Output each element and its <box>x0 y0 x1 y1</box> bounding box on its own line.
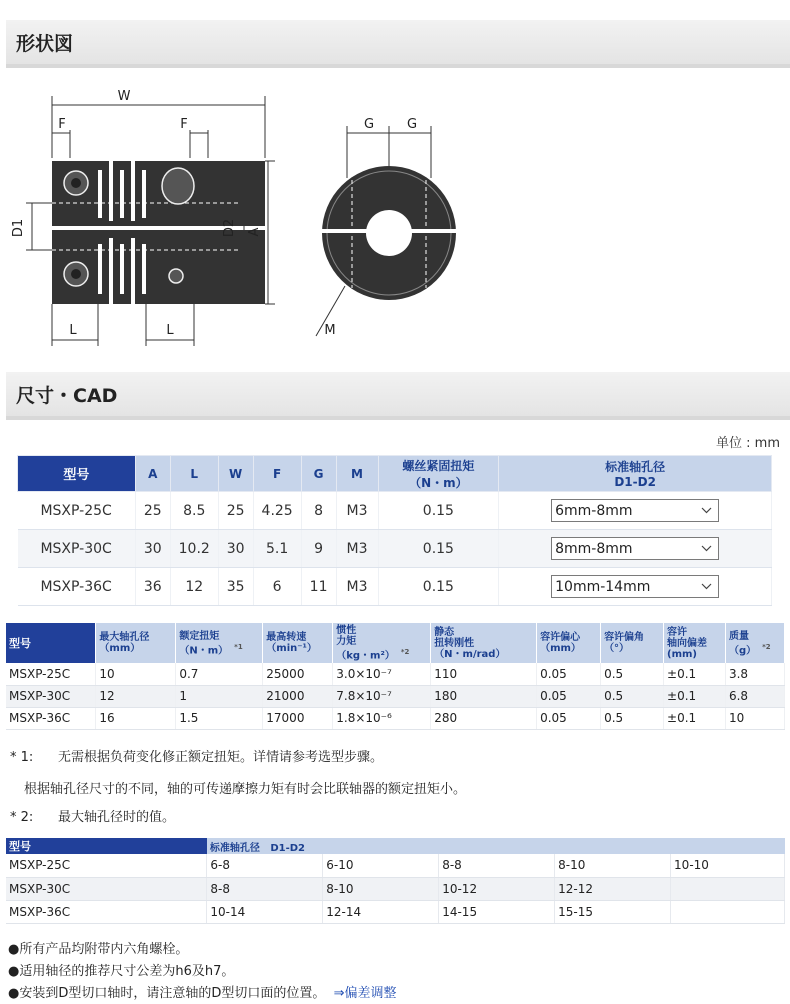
table-row: MSXP-25C 10 0.7 25000 3.0×10⁻⁷ 110 0.05 0.5 ±0.1 3.8 <box>6 663 785 685</box>
col-max-bore: 最大轴孔径 （mm） <box>96 623 176 663</box>
table-row: MSXP-30C 8-8 8-10 10-12 12-12 <box>6 877 785 900</box>
table-row: MSXP-36C 36 12 35 6 11 M3 0.15 10mm-14mm <box>18 568 772 606</box>
shape-section-title: 形状図 <box>6 20 790 64</box>
unit-label: 单位 : mm <box>716 436 780 451</box>
standard-bore-table <box>6 838 785 924</box>
col-W: W <box>218 456 253 492</box>
note-1-continued: 根据轴孔径尺寸的不同，轴的可传递摩擦力矩有时会比联轴器的额定扭矩小。 <box>24 782 467 797</box>
col-stiffness: 静态 扭转刚性 （N・m/rad） <box>431 623 537 663</box>
bullet-tolerance: ●适用轴径的推荐尺寸公差为h6及h7。 <box>8 964 235 979</box>
col-max-speed: 最高转速 （min⁻¹） <box>263 623 333 663</box>
table-row: MSXP-25C 25 8.5 25 4.25 8 M3 0.15 6mm-8mm <box>18 492 772 530</box>
dim-D1: D1 <box>11 218 26 238</box>
table-row: MSXP-30C 30 10.2 30 5.1 9 M3 0.15 8mm-8mm <box>18 530 772 568</box>
misalignment-link[interactable]: ⇒偏差调整 <box>333 986 397 1001</box>
table-row: MSXP-25C 6-8 6-10 8-8 8-10 10-10 <box>6 854 785 877</box>
bore-select[interactable]: 6mm-8mm <box>551 499 719 522</box>
spec-table <box>6 623 785 730</box>
note-1: * 1: 无需根据负荷变化修正额定扭矩。详情请参考选型步骤。 <box>10 750 384 765</box>
dim-L-left: L <box>69 323 77 338</box>
col-F: F <box>253 456 301 492</box>
col-inertia: 惯性 力矩 （kg・m²） $^{*2}$ <box>333 623 431 663</box>
col-mass: 质量 （g） $^{*2}$ <box>725 623 784 663</box>
col-G: G <box>301 456 336 492</box>
size-cad-section-title: 尺寸・CAD <box>6 372 790 416</box>
bullet-hex-bolt: ●所有产品均附带内六角螺栓。 <box>8 942 189 957</box>
col-A: A <box>135 456 170 492</box>
dim-M: M <box>324 323 336 338</box>
dim-D2: D2 <box>222 218 237 238</box>
dim-F-left: F <box>58 117 66 132</box>
col-model: 型号 <box>6 838 207 854</box>
col-bore: 标准轴孔径 D1-D2 <box>499 456 772 492</box>
coupling-drawing <box>0 78 790 368</box>
bullet-d-cut: ●安装到D型切口轴时，请注意轴的D型切口面的位置。 ⇒偏差调整 <box>8 986 397 1001</box>
col-torque: 螺丝紧固扭矩 （N・m） <box>378 456 499 492</box>
chevron-down-icon <box>701 583 712 590</box>
col-M: M <box>336 456 378 492</box>
dim-G-left: G <box>363 117 375 132</box>
table-row: MSXP-30C 12 1 21000 7.8×10⁻⁷ 180 0.05 0.5 ±0.1 6.8 <box>6 685 785 707</box>
col-L: L <box>170 456 218 492</box>
dim-G-right: G <box>406 117 418 132</box>
bore-select[interactable]: 10mm-14mm <box>551 575 719 598</box>
note-2: * 2: 最大轴孔径时的值。 <box>10 810 176 825</box>
chevron-down-icon <box>701 545 712 552</box>
dimension-table <box>17 455 772 606</box>
table-row: MSXP-36C 16 1.5 17000 1.8×10⁻⁶ 280 0.05 0.5 ±0.1 10 <box>6 707 785 729</box>
bore-select[interactable]: 8mm-8mm <box>551 537 719 560</box>
dim-F-right: F <box>180 117 188 132</box>
col-eccentricity: 容许偏心 （mm） <box>537 623 601 663</box>
chevron-down-icon <box>701 507 712 514</box>
col-bore: 标准轴孔径 D1-D2 <box>207 838 785 854</box>
col-axial: 容许 轴向偏差 (mm) <box>664 623 726 663</box>
col-rated-torque: 额定扭矩 （N・m） $^{*1}$ <box>176 623 263 663</box>
table-row: MSXP-36C 10-14 12-14 14-15 15-15 <box>6 900 785 923</box>
dim-L-right: L <box>166 323 174 338</box>
col-angle: 容许偏角 （°） <box>601 623 664 663</box>
dim-A: A <box>247 227 262 237</box>
col-model: 型号 <box>18 456 136 492</box>
col-model: 型号 <box>6 623 96 663</box>
dim-W: W <box>117 89 131 104</box>
